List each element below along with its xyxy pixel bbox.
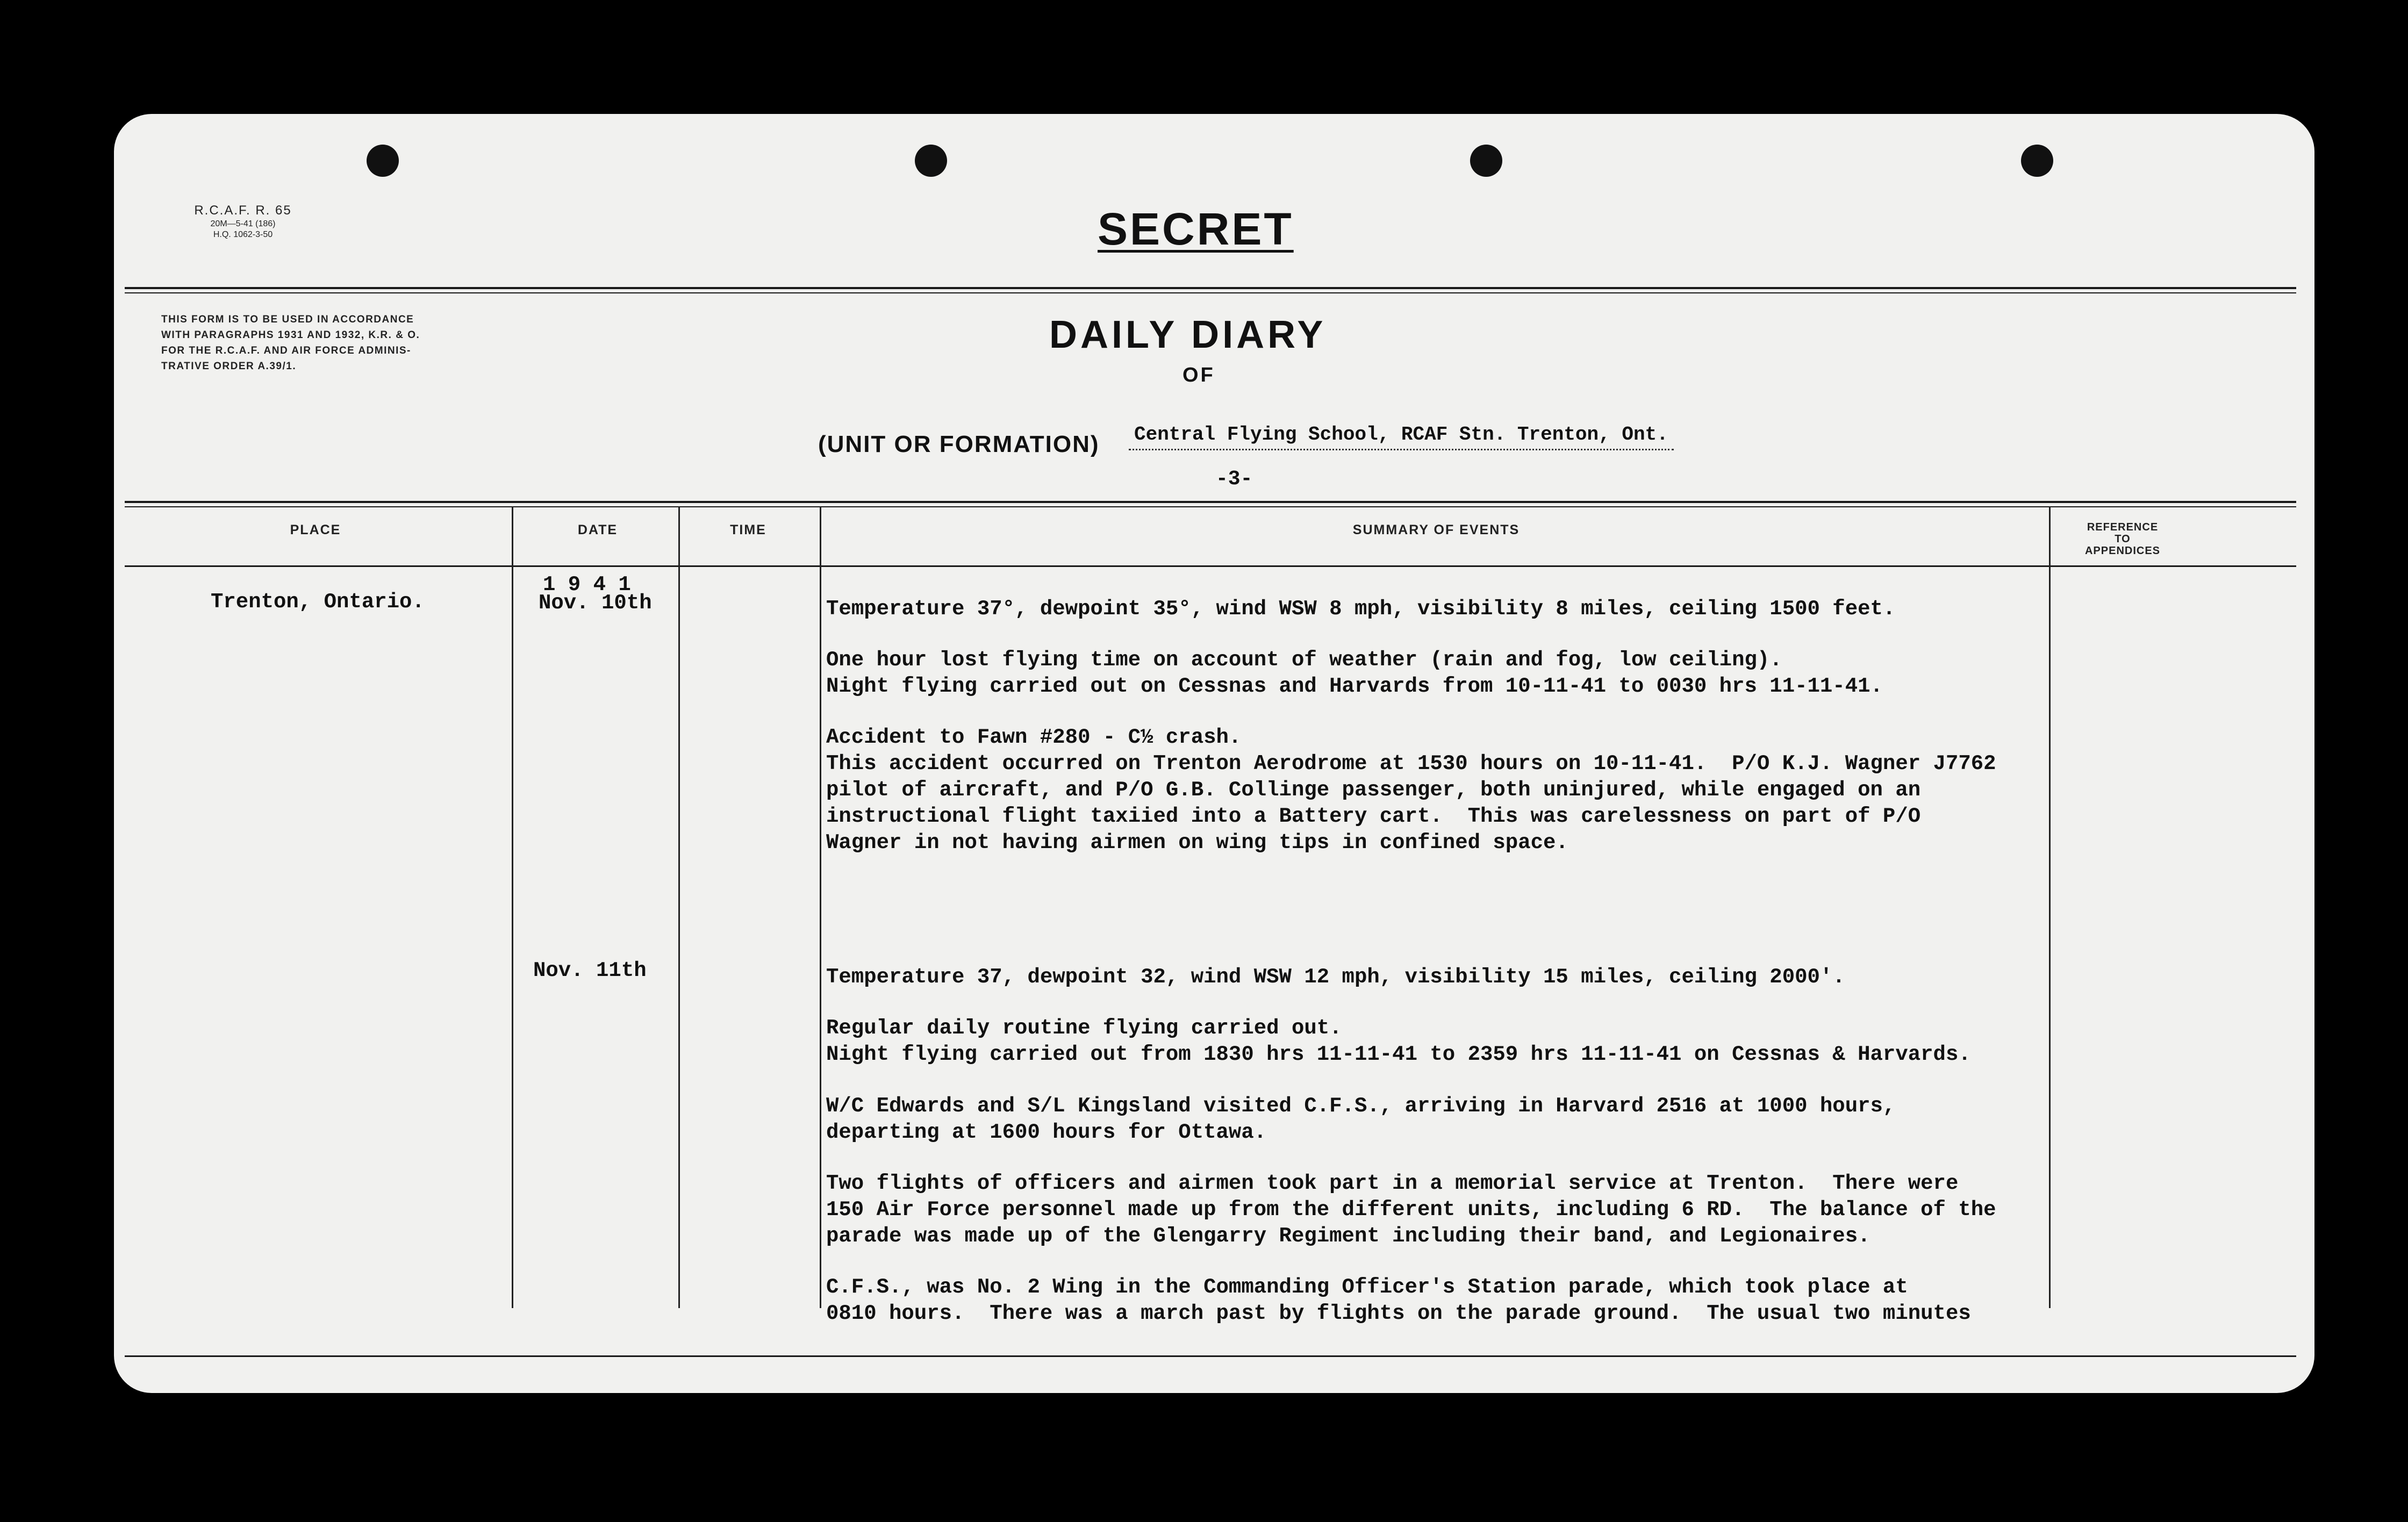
form-code: [162, 203, 324, 240]
instruction-line: TRATIVE ORDER A.39/1.: [161, 361, 297, 372]
form-code-line: 20M—5-41 (186): [210, 219, 276, 228]
unit-label: (UNIT OR FORMATION): [818, 431, 1100, 457]
year-cell: 1 9 4 1: [543, 573, 631, 597]
summary-line: Night flying carried out from 1830 hrs 11-11-41 to 2359 hrs 11-11-41 on Cessnas & Harvards.: [826, 1043, 1971, 1066]
title-of: OF: [1182, 364, 1215, 386]
instruction-line: FOR THE R.C.A.F. AND AIR FORCE ADMINIS-: [161, 345, 411, 356]
form-code-line: R.C.A.F. R. 65: [194, 203, 292, 218]
diary-page: [114, 114, 2314, 1393]
summary-line: Regular daily routine flying carried out.: [826, 1016, 1342, 1040]
summary-line: One hour lost flying time on account of weather (rain and fog, low ceiling).: [826, 648, 1782, 672]
column-header-summary: SUMMARY OF EVENTS: [1352, 522, 1520, 537]
reference-header-line: REFERENCE: [2087, 521, 2159, 533]
reference-header-line: TO: [2115, 533, 2131, 545]
summary-of-events: [826, 114, 2170, 1393]
summary-line: parade was made up of the Glengarry Regiment including their band, and Legionaires.: [826, 1224, 1870, 1248]
summary-line: This accident occurred on Trenton Aerodrome at 1530 hours on 10-11-41. P/O K.J. Wagner J7762: [826, 752, 1996, 776]
instruction-line: THIS FORM IS TO BE USED IN ACCORDANCE: [161, 314, 414, 325]
summary-line: pilot of aircraft, and P/O G.B. Collinge passenger, both uninjured, while engaged on an: [826, 778, 1921, 802]
unit-value: Central Flying School, RCAF Stn. Trenton, Ont.: [1129, 423, 1674, 450]
summary-line: Wagner in not having airmen on wing tips in confined space.: [826, 831, 1568, 855]
summary-line: Night flying carried out on Cessnas and Harvards from 10-11-41 to 0030 hrs 11-11-41.: [826, 674, 1883, 698]
summary-line: instructional flight taxiied into a Battery cart. This was carelessness on part of P/O: [826, 805, 1921, 828]
form-instructions: [161, 312, 570, 374]
classification-heading: SECRET: [1098, 204, 1294, 254]
summary-line: C.F.S., was No. 2 Wing in the Commanding Officer's Station parade, which took place at: [826, 1275, 1908, 1299]
summary-line: 150 Air Force personnel made up from the different units, including 6 RD. The balance of the: [826, 1198, 1996, 1222]
summary-line: W/C Edwards and S/L Kingsland visited C.F.S., arriving in Harvard 2516 at 1000 hours,: [826, 1094, 1896, 1118]
date-cell: Nov. 10th: [539, 591, 652, 615]
date-cell: Nov. 11th: [533, 959, 647, 982]
summary-line: Two flights of officers and airmen took part in a memorial service at Trenton. There were: [826, 1172, 1959, 1195]
page-title: DAILY DIARY: [1049, 313, 1327, 356]
summary-line: Temperature 37°, dewpoint 35°, wind WSW 8 mph, visibility 8 miles, ceiling 1500 feet.: [826, 597, 1896, 621]
page-number: -3-: [1216, 468, 1253, 491]
summary-line: 0810 hours. There was a march past by flights on the parade ground. The usual two minutes: [826, 1302, 1971, 1325]
column-divider: [512, 506, 513, 1308]
reference-header-line: APPENDICES: [2084, 545, 2161, 557]
summary-line: Accident to Fawn #280 - C½ crash.: [826, 726, 1242, 749]
form-code-line: H.Q. 1062-3-50: [213, 230, 273, 239]
column-header-place: PLACE: [290, 522, 341, 537]
summary-line: Temperature 37, dewpoint 32, wind WSW 12 mph, visibility 15 miles, ceiling 2000'.: [826, 965, 1845, 989]
instruction-line: WITH PARAGRAPHS 1931 AND 1932, K.R. & O.: [161, 329, 420, 341]
column-divider: [820, 506, 821, 1308]
column-header-time: TIME: [730, 522, 766, 537]
summary-line: departing at 1600 hours for Ottawa.: [826, 1121, 1267, 1144]
column-divider: [678, 506, 680, 1308]
column-header-date: DATE: [577, 522, 618, 537]
place-cell: Trenton, Ontario.: [211, 590, 425, 614]
punch-hole: [367, 145, 399, 177]
